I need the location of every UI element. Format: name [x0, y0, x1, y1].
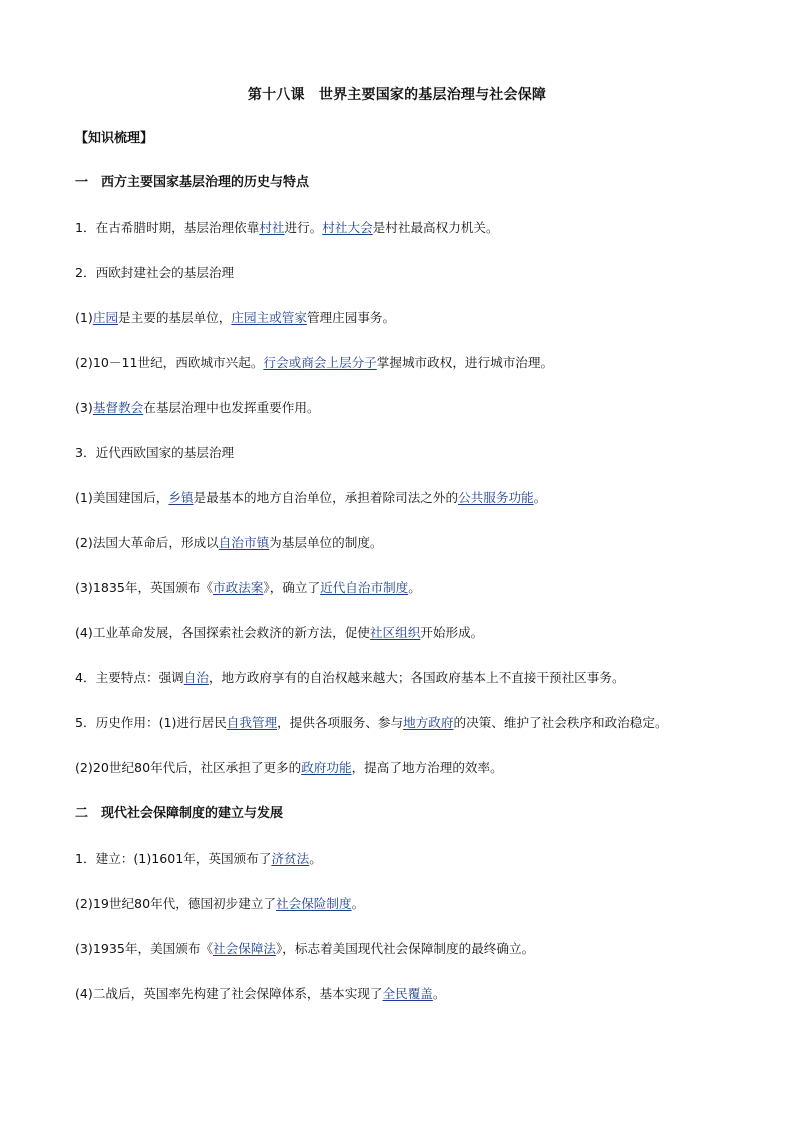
- text-segment: 【知识梳理】: [75, 131, 154, 146]
- text-segment: (2)法国大革命后，形成以: [75, 535, 219, 550]
- text-segment: (2)10－11世纪，西欧城市兴起。: [75, 355, 264, 370]
- text-segment: ，地方政府享有的自治权越来越大；各国政府基本上不直接干预社区事务。: [208, 670, 625, 685]
- text-segment: 在基层治理中也发挥重要作用。: [143, 400, 320, 415]
- text-segment: (4)二战后，英国率先构建了社会保障体系，基本实现了: [75, 986, 383, 1001]
- text-segment: 是村社最高权力机关。: [372, 220, 499, 235]
- section-heading: [75, 175, 754, 191]
- text-segment: (3)1935年，美国颁布《: [75, 941, 214, 956]
- underlined-answer: 庄园: [92, 310, 119, 325]
- text-segment: 。: [408, 580, 421, 595]
- text-segment: 4．主要特点：强调: [75, 670, 184, 685]
- text-segment: (2)19世纪80年代，德国初步建立了: [75, 896, 277, 911]
- text-segment: 的决策、维护了社会秩序和政治稳定。: [453, 715, 668, 730]
- text-segment: ，提高了地方治理的效率。: [351, 760, 503, 775]
- text-segment: 。: [309, 851, 322, 866]
- underlined-answer: 乡镇: [168, 490, 194, 505]
- text-segment: 二 现代社会保障制度的建立与发展: [75, 806, 284, 821]
- text-segment: 1．在古希腊时期，基层治理依靠: [75, 220, 260, 235]
- text-line: [75, 400, 754, 416]
- underlined-answer: 自我管理: [226, 715, 278, 730]
- text-line: [75, 715, 754, 731]
- underlined-answer: 济贫法: [271, 851, 310, 866]
- text-segment: (3)1835年，英国颁布《: [75, 580, 214, 595]
- section-heading: [75, 806, 754, 822]
- text-segment: 》，确立了: [263, 580, 321, 595]
- text-segment: 开始形成。: [420, 625, 484, 640]
- text-segment: 3．近代西欧国家的基层治理: [75, 445, 235, 460]
- page-title: 第十八课 世界主要国家的基层治理与社会保障: [247, 87, 547, 103]
- text-segment: 5．历史作用：(1)进行居民: [75, 715, 227, 730]
- text-line: [75, 625, 754, 641]
- underlined-answer: 全民覆盖: [382, 986, 433, 1001]
- text-line: [75, 941, 754, 957]
- underlined-answer: 自治市镇: [218, 535, 270, 550]
- underlined-answer: 村社: [259, 220, 285, 235]
- section-heading: [75, 131, 754, 147]
- text-line: [75, 220, 754, 236]
- underlined-answer: 社会保险制度: [276, 896, 352, 911]
- underlined-answer: 社区组织: [369, 625, 421, 640]
- underlined-answer: 近代自治市制度: [320, 580, 409, 595]
- text-segment: 掌握城市政权，进行城市治理。: [376, 355, 554, 370]
- text-segment: ，提供各项服务、参与: [277, 715, 404, 730]
- text-segment: 2．西欧封建社会的基层治理: [75, 265, 235, 280]
- underlined-answer: 公共服务功能: [458, 490, 534, 505]
- text-segment: (1)美国建国后，: [75, 490, 169, 505]
- text-line: [75, 355, 754, 371]
- underlined-answer: 地方政府: [403, 715, 454, 730]
- text-line: [75, 986, 754, 1002]
- underlined-answer: 社会保障法: [213, 941, 277, 956]
- text-line: [75, 760, 754, 776]
- underlined-answer: 自治: [183, 670, 209, 685]
- text-segment: 一 西方主要国家基层治理的历史与特点: [75, 175, 310, 190]
- text-segment: (2)20世纪80年代后，社区承担了更多的: [75, 760, 302, 775]
- text-segment: 。: [351, 896, 365, 911]
- text-line: [75, 445, 754, 461]
- underlined-answer: 市政法案: [213, 580, 264, 595]
- text-line: [75, 851, 754, 867]
- text-segment: 管理庄园事务。: [306, 310, 396, 325]
- text-segment: 是最基本的地方自治单位，承担着除司法之外的: [193, 490, 459, 505]
- text-line: [75, 535, 754, 551]
- underlined-answer: 基督教会: [92, 400, 144, 415]
- text-segment: 为基层单位的制度。: [269, 535, 383, 550]
- text-line: [75, 490, 754, 506]
- text-segment: (3): [75, 400, 93, 415]
- text-segment: 1．建立：(1)1601年，英国颁布了: [75, 851, 272, 866]
- text-line: [75, 896, 754, 912]
- text-segment: 进行。: [284, 220, 323, 235]
- text-segment: 。: [533, 490, 547, 505]
- text-line: [75, 580, 754, 596]
- text-segment: 。: [432, 986, 446, 1001]
- underlined-answer: 村社大会: [322, 220, 373, 235]
- text-segment: (1): [75, 310, 93, 325]
- text-segment: (4)工业革命发展，各国探索社会救济的新方法，促使: [75, 625, 370, 640]
- underlined-answer: 庄园主或管家: [231, 310, 307, 325]
- text-line: [75, 265, 754, 281]
- text-line: [75, 670, 754, 686]
- text-segment: 》，标志着美国现代社会保障制度的最终确立。: [276, 941, 535, 956]
- text-line: [75, 310, 754, 326]
- underlined-answer: 政府功能: [301, 760, 352, 775]
- text-segment: 是主要的基层单位，: [118, 310, 232, 325]
- underlined-answer: 行会或商会上层分子: [263, 355, 377, 370]
